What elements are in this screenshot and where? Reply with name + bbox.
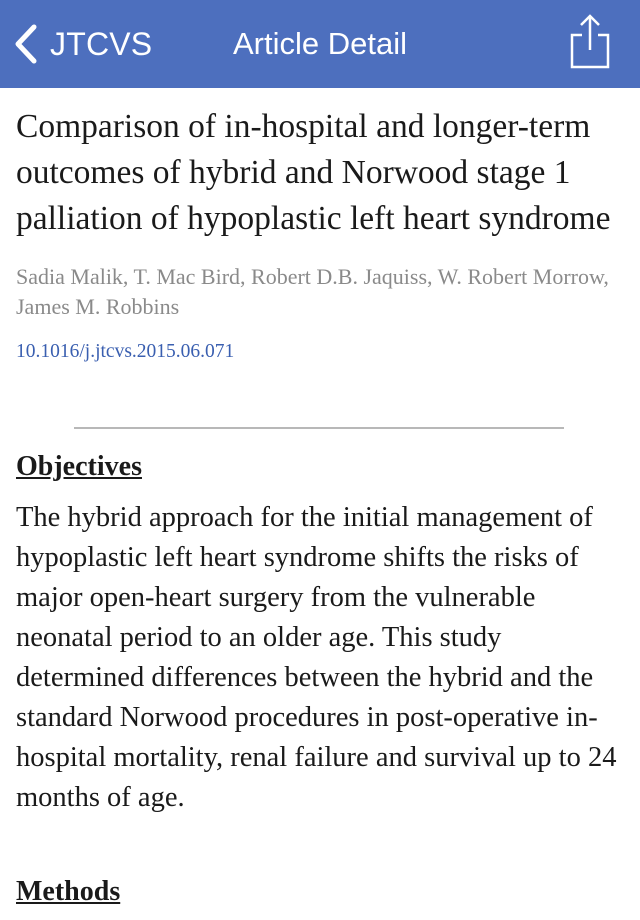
nav-title: Article Detail [233, 26, 407, 61]
section-heading-objectives: Objectives [16, 451, 142, 482]
back-button-label: JTCVS [50, 26, 153, 62]
share-button[interactable] [568, 12, 612, 72]
navigation-bar [0, 0, 640, 88]
divider [74, 427, 564, 429]
share-icon [568, 12, 612, 72]
article-content [16, 88, 624, 907]
article-title: Comparison of in-hospital and longer-term outcomes of hybrid and Norwood stage 1 palliation of hypoplastic left heart syndrome [16, 108, 611, 237]
section-body-objectives: The hybrid approach for the initial management of hypoplastic left heart syndrome shifts the risks of major open-heart surgery from the vulnerable neonatal period to an older age. This study determined differences between the hybrid and the standard Norwood procedures in post-operative in-hospital mortality, renal failure and survival up to 24 months of age. [16, 502, 617, 813]
section-heading-methods: Methods [16, 876, 121, 907]
doi-link[interactable]: 10.1016/j.jtcvs.2015.06.071 [16, 341, 235, 362]
article-authors: Sadia Malik, T. Mac Bird, Robert D.B. Jaquiss, W. Robert Morrow, James M. Robbins [16, 264, 609, 319]
